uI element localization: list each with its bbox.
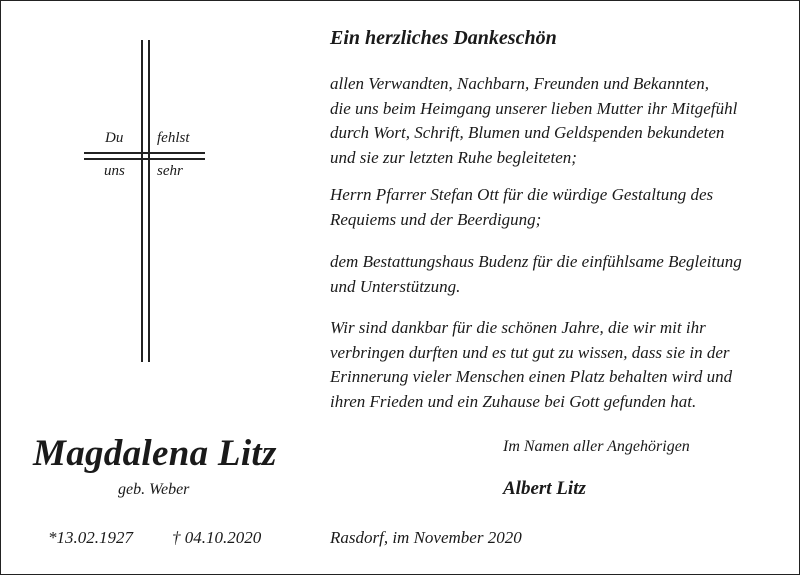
- paragraph-line: Wir sind dankbar für die schönen Jahre, die wir mit ihr: [330, 318, 706, 337]
- thank-you-heading: Ein herzliches Dankeschön: [330, 27, 557, 49]
- on-behalf-line: Im Namen aller Angehörigen: [503, 438, 690, 455]
- signer-name: Albert Litz: [503, 478, 586, 499]
- cross-vertical-line-left: [141, 40, 143, 362]
- paragraph-gratitude: [330, 316, 732, 414]
- paragraph-line: die uns beim Heimgang unserer lieben Mutter ihr Mitgefühl: [330, 98, 738, 118]
- death-date: † 04.10.2020: [172, 528, 262, 547]
- paragraph-line: Requiems und der Beerdigung;: [330, 209, 542, 229]
- cross-word-du: Du: [105, 130, 124, 146]
- cross-horizontal-line-bottom: [84, 158, 205, 160]
- place-date: Rasdorf, im November 2020: [330, 528, 522, 547]
- paragraph-line: Erinnerung vieler Menschen einen Platz behalten wird und: [330, 367, 733, 386]
- cross-word-sehr: sehr: [157, 163, 183, 179]
- cross-horizontal-line-top: [84, 152, 205, 154]
- cross-word-fehlst: fehlst: [157, 130, 190, 146]
- paragraph-line: Herrn Pfarrer Stefan Ott für die würdige Gestaltung des: [330, 185, 714, 204]
- paragraph-line: allen Verwandten, Nachbarn, Freunden und Bekannten,: [330, 74, 709, 93]
- deceased-name: Magdalena Litz: [33, 433, 277, 474]
- paragraph-line: ihren Frieden und ein Zuhause bei Gott gefunden hat.: [330, 391, 697, 411]
- paragraph-line: dem Bestattungshaus Budenz für die einfühlsame Begleitung: [330, 252, 742, 271]
- paragraph-line: und Unterstützung.: [330, 276, 461, 296]
- paragraph-line: durch Wort, Schrift, Blumen und Geldspenden bekundeten: [330, 123, 725, 142]
- cross-word-uns: uns: [104, 163, 125, 179]
- paragraph-relatives: [330, 72, 737, 170]
- maiden-name: geb. Weber: [118, 481, 190, 498]
- cross-vertical-line-right: [148, 40, 150, 362]
- paragraph-line: verbringen durften und es tut gut zu wissen, dass sie in der: [330, 342, 730, 362]
- paragraph-line: und sie zur letzten Ruhe begleiteten;: [330, 147, 577, 167]
- birth-date: *13.02.1927: [48, 528, 133, 547]
- paragraph-pastor: [330, 183, 713, 232]
- paragraph-funeral-home: [330, 250, 742, 299]
